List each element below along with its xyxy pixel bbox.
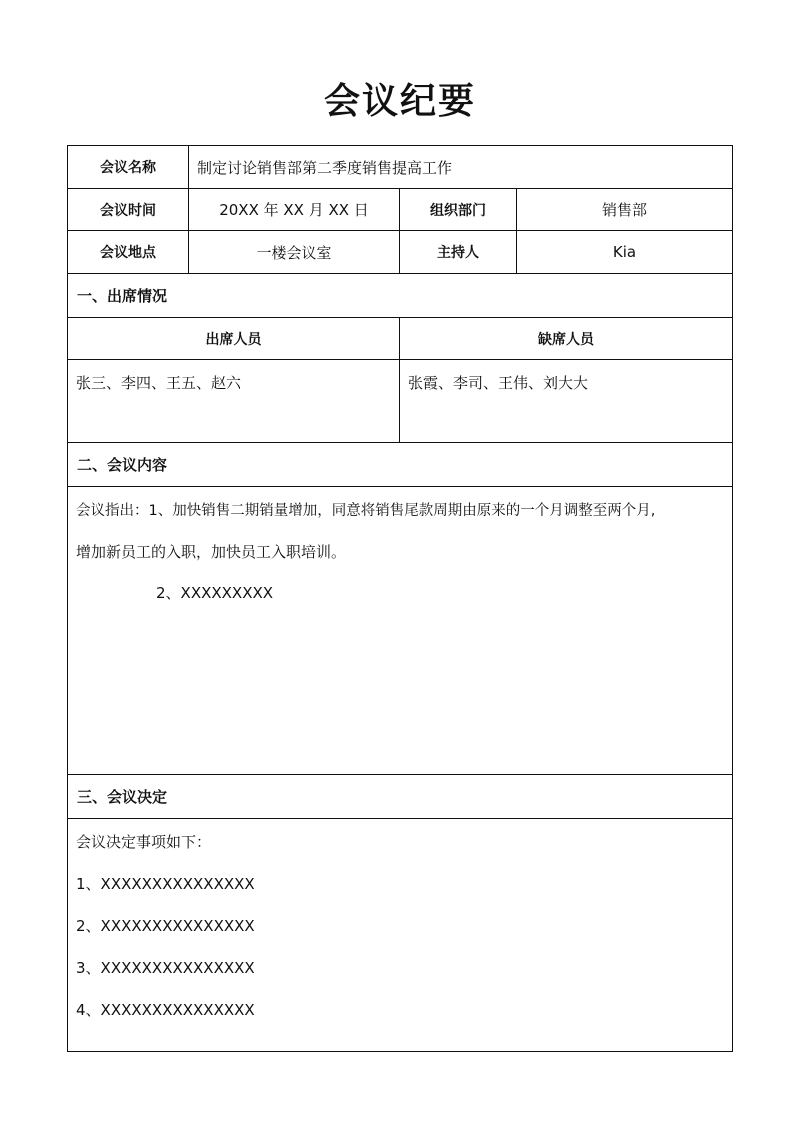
decision-item: 3、XXXXXXXXXXXXXXX: [76, 959, 255, 977]
absent-names: 张霞、李司、王伟、刘大大: [408, 374, 589, 392]
content-line-2: 增加新员工的入职，加快员工入职培训。: [76, 543, 347, 561]
present-label: 出席人员: [68, 318, 400, 359]
row-attendance-heading: [68, 274, 732, 318]
row-meeting-time: [68, 189, 732, 231]
meeting-place-value: 一楼会议室: [189, 231, 400, 273]
absent-label: 缺席人员: [538, 331, 594, 348]
host-value: Kia: [612, 243, 637, 261]
host-label: 主持人: [400, 231, 517, 273]
row-meeting-place: [68, 231, 732, 274]
row-attendance-labels: [68, 318, 732, 360]
org-dept-value: 销售部: [601, 201, 647, 219]
meeting-name-value: 制定讨论销售部第二季度销售提高工作: [197, 158, 453, 177]
meeting-time-label: 会议时间: [68, 189, 189, 230]
meeting-place-label: 会议地点: [68, 231, 189, 273]
content-line-1: 会议指出：1、加快销售二期销量增加，同意将销售尾款周期由原来的一个月调整至两个月,: [76, 503, 656, 519]
decision-intro: 会议决定事项如下：: [76, 833, 212, 851]
org-dept-label: 组织部门: [400, 189, 517, 230]
minutes-table: [67, 145, 733, 1052]
attendance-heading: 一、出席情况: [77, 287, 168, 305]
row-content-heading: [68, 443, 732, 487]
decision-item: 2、XXXXXXXXXXXXXXX: [76, 917, 255, 935]
row-attendance-names: [68, 360, 732, 443]
row-content-body: [68, 487, 732, 775]
decision-heading: 三、会议决定: [77, 788, 168, 806]
row-decision-body: [68, 819, 732, 1051]
decision-item: 1、XXXXXXXXXXXXXXX: [76, 875, 255, 893]
meeting-time-value: 20XX 年 XX 月 XX 日: [189, 189, 400, 230]
decision-item: 4、XXXXXXXXXXXXXXX: [76, 1001, 255, 1019]
row-decision-heading: [68, 775, 732, 819]
present-names: 张三、李四、王五、赵六: [68, 360, 400, 442]
content-heading: 二、会议内容: [77, 456, 168, 474]
page-title: 会议纪要: [323, 81, 476, 122]
content-line-3: 2、XXXXXXXXX: [156, 584, 274, 602]
row-meeting-name: [68, 146, 732, 189]
meeting-name-label: 会议名称: [68, 146, 189, 188]
